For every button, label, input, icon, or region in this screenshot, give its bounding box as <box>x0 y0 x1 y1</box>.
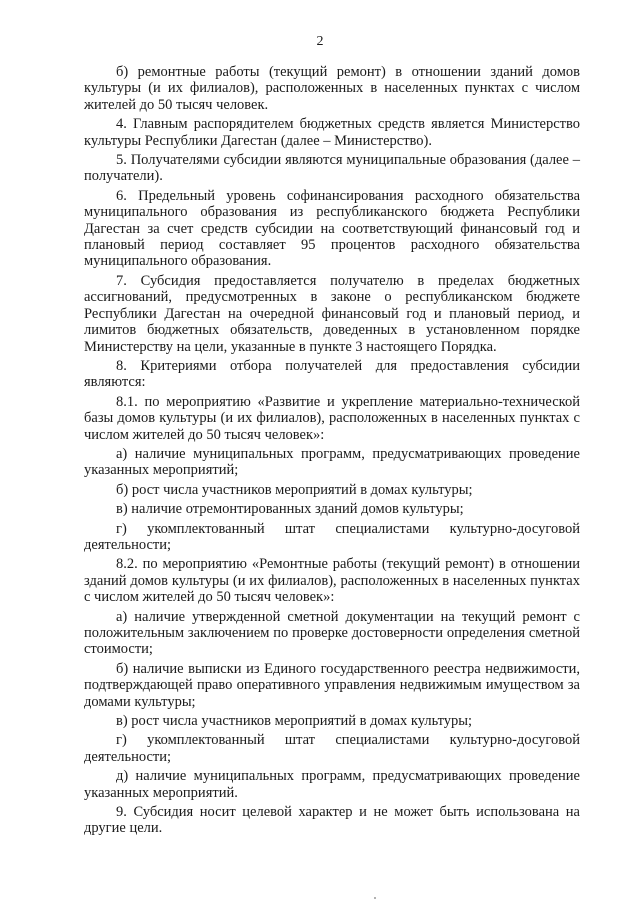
paragraph-5-recipients: 5. Получателями субсидии являются муниципальные образования (далее – получатели). <box>84 152 580 185</box>
paragraph-item-b-repair-works: б) ремонтные работы (текущий ремонт) в отношении зданий домов культуры (и их филиалов), расположенных в населенных пунктах с числом жителей до 50 тысяч человек. <box>84 64 580 113</box>
paragraph-8-2-d-programs: д) наличие муниципальных программ, предусматривающих проведение указанных мероприятий. <box>84 768 580 801</box>
paragraph-7-subsidy-provision: 7. Субсидия предоставляется получателю в пределах бюджетных ассигнований, предусмотренных в законе о республиканском бюджете Республики Дагестан на очередной финансовый год и плановый период, и лимитов бюджетных обязательств, доведенных в установленном порядке Министерству на цели, указанные в пункте 3 настоящего Порядка. <box>84 272 580 355</box>
paragraph-8-2-v-participants-growth: в) рост числа участников мероприятий в домах культуры; <box>116 713 473 730</box>
paragraph-8-1-g-staff: г) укомплектованный штат специалистами культурно-досуговой деятельности; <box>84 520 580 553</box>
scan-speck <box>374 897 376 899</box>
paragraph-8-1-a-programs: а) наличие муниципальных программ, предусматривающих проведение указанных мероприятий; <box>84 445 580 479</box>
paragraph-9-targeted-nature: 9. Субсидия носит целевой характер и не может быть использована на другие цели. <box>84 804 580 837</box>
paragraph-8-2-a-estimate-documentation: а) наличие утвержденной сметной документации на текущий ремонт с положительным заключением по проверке достоверности определения сметной стоимости; <box>84 608 580 658</box>
paragraph-8-1-development-event: 8.1. по мероприятию «Развитие и укрепление материально-технической базы домов культуры (и их филиалов), расположенных в населенных пунктах с числом жителей до 50 тысяч человек»: <box>84 393 580 443</box>
paragraph-8-2-repair-event: 8.2. по мероприятию «Ремонтные работы (текущий ремонт) в отношении зданий домов культуры (и их филиалов), расположенных в населенных пунктах с числом жителей до 50 тысяч человек»: <box>84 556 580 606</box>
document-body <box>84 64 580 837</box>
paragraph-8-2-b-registry-extract: б) наличие выписки из Единого государственного реестра недвижимости, подтверждающей право оперативного управления недвижимым имуществом за домами культуры; <box>84 660 580 710</box>
page-number: 2 <box>316 34 324 49</box>
paragraph-4-main-budget-manager: 4. Главным распорядителем бюджетных средств является Министерство культуры Республики Дагестан (далее – Министерство). <box>84 116 580 149</box>
paragraph-8-selection-criteria: 8. Критериями отбора получателей для предоставления субсидии являются: <box>84 357 580 391</box>
paragraph-8-1-b-participants-growth: б) рост числа участников мероприятий в домах культуры; <box>116 481 473 498</box>
paragraph-8-1-v-repaired-buildings: в) наличие отремонтированных зданий домов культуры; <box>116 501 464 518</box>
paragraph-6-cofinancing-level: 6. Предельный уровень софинансирования расходного обязательства муниципального образования из республиканского бюджета Республики Дагестан за счет средств субсидии на соответствующий финансовый год и плановый период составляет 95 процентов расходного обязательства муниципального образования. <box>84 187 580 270</box>
paragraph-8-2-g-staff: г) укомплектованный штат специалистами культурно-досуговой деятельности; <box>84 732 580 765</box>
